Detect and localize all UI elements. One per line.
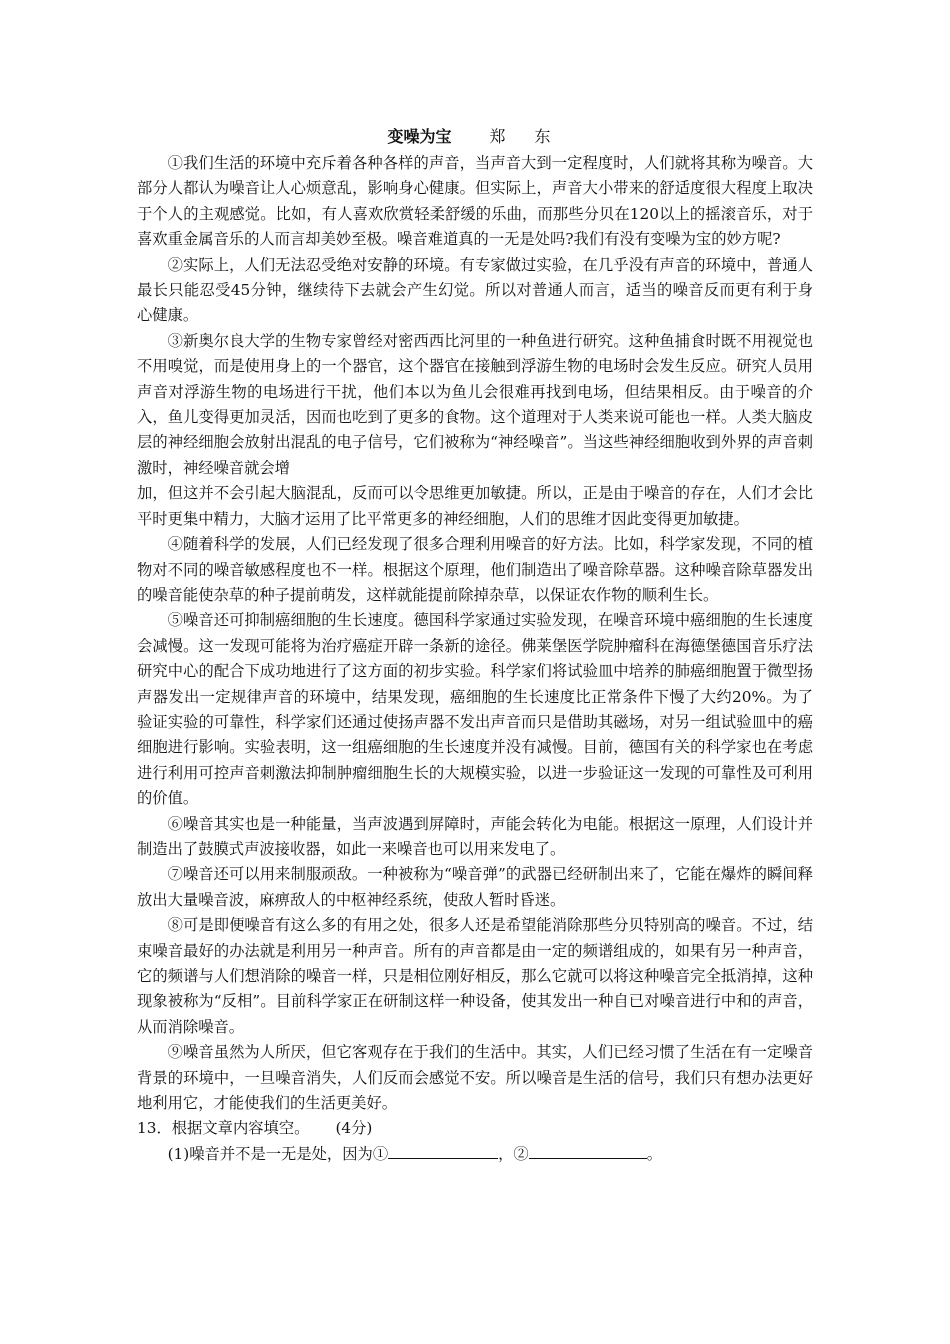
- question-13: [137, 1116, 813, 1141]
- paragraph-3: ③新奥尔良大学的生物专家曾经对密西西比河里的一种鱼进行研究。这种鱼捕食时既不用视觉也不用嗅觉，而是使用身上的一个器官，这个器官在接触到浮游生物的电场时会发生反应。研究人员用声音对浮游生物的电场进行干扰，他们本以为鱼儿会很难再找到电场，但结果相反。由于噪音的介入，鱼儿变得更加灵活，因而也吃到了更多的食物。这个道理对于人类来说可能也一样。人类大脑皮层的神经细胞会放射出混乱的电子信号，它们被称为“神经噪音”。当这些神经细胞收到外界的声音刺激时，神经噪音就会增: [137, 331, 813, 477]
- article-title: 变噪为宝: [387, 127, 452, 146]
- question-13-sub-1: [137, 1142, 813, 1167]
- paragraph-7: ⑦噪音还可以用来制服顽敌。一种被称为“噪音弹”的武器已经研制出来了，它能在爆炸的瞬间释放出大量噪音波，麻痹敌人的中枢神经系统，使敌人暂时昏迷。: [137, 865, 813, 909]
- paragraph-6: ⑥噪音其实也是一种能量，当声波遇到屏障时，声能会转化为电能。根据这一原理，人们设计并制造出了鼓膜式声波接收器，如此一来噪音也可以用来发电了。: [137, 814, 813, 858]
- paragraph-2: ②实际上，人们无法忍受绝对安静的环境。有专家做过实验，在几乎没有声音的环境中，普通人最长只能忍受45分钟，继续待下去就会产生幻觉。所以对普通人而言，适当的噪音反而更有利于身心健康。: [137, 255, 813, 325]
- paragraph-1: ①我们生活的环境中充斥着各种各样的声音，当声音大到一定程度时，人们就将其称为噪音。大部分人都认为噪音让人心烦意乱，影响身心健康。但实际上，声音大小带来的舒适度很大程度上取决于个人的主观感觉。比如，有人喜欢欣赏轻柔舒缓的乐曲，而那些分贝在120以上的摇滚音乐，对于喜欢重金属音乐的人而言却美妙至极。噪音难道真的一无是处吗?我们有没有变噪为宝的妙方呢?: [137, 154, 813, 249]
- answer-blank-2[interactable]: [529, 1142, 647, 1159]
- answer-blank-1[interactable]: [388, 1142, 498, 1159]
- document-page: [137, 125, 813, 1167]
- question-13-score: (4分): [335, 1119, 373, 1138]
- question-13-text: 13．根据文章内容填空。: [137, 1119, 310, 1138]
- paragraph-9: ⑨噪音虽然为人所厌，但它客观存在于我们的生活中。其实，人们已经习惯了生活在有一定噪音背景的环境中，一旦噪音消失，人们反而会感觉不安。所以噪音是生活的信号，我们只有想办法更好地利用它，才能使我们的生活更美好。: [137, 1043, 813, 1113]
- article-author: 郑 东: [489, 127, 563, 146]
- title-line: [137, 125, 813, 149]
- sub-1-mid: ，②: [498, 1144, 529, 1163]
- sub-1-end: 。: [646, 1144, 663, 1163]
- paragraph-8: ⑧可是即便噪音有这么多的有用之处，很多人还是希望能消除那些分贝特别高的噪音。不过，结束噪音最好的办法就是利用另一种声音。所有的声音都是由一定的频谱组成的，如果有另一种声音，它的频谱与人们想消除的噪音一样，只是相位刚好相反，那么它就可以将这种噪音完全抵消掉，这种现象被称为“反相”。目前科学家正在研制这样一种设备，使其发出一种自已对噪音进行中和的声音，从而消除噪音。: [137, 916, 813, 1036]
- sub-1-prefix: (1)噪音并不是一无是处，因为①: [167, 1144, 389, 1163]
- paragraph-3-continued: 加，但这并不会引起大脑混乱，反而可以令思维更加敏捷。所以，正是由于噪音的存在，人们才会比平时更集中精力，大脑才运用了比平常更多的神经细胞，人们的思维才因此变得更加敏捷。: [137, 484, 813, 528]
- paragraph-5: ⑤噪音还可抑制癌细胞的生长速度。德国科学家通过实验发现，在噪音环境中癌细胞的生长速度会减慢。这一发现可能将为治疗癌症开辟一条新的途径。佛莱堡医学院肿瘤科在海德堡德国音乐疗法研究中心的配合下成功地进行了这方面的初步实验。科学家们将试验皿中培养的肺癌细胞置于微型扬声器发出一定规律声音的环境中，结果发现，癌细胞的生长速度比正常条件下慢了大约20%。为了验证实验的可靠性，科学家们还通过使扬声器不发出声音而只是借助其磁场，对另一组试验皿中的癌细胞进行影响。实验表明，这一组癌细胞的生长速度并没有减慢。目前，德国有关的科学家也在考虑进行利用可控声音刺激法抑制肿瘤细胞生长的大规模实验，以进一步验证这一发现的可靠性及可利用的价值。: [137, 611, 813, 808]
- paragraph-4: ④随着科学的发展，人们已经发现了很多合理利用噪音的好方法。比如，科学家发现，不同的植物对不同的噪音敏感程度也不一样。根据这个原理，他们制造出了噪音除草器。这种噪音除草器发出的噪音能使杂草的种子提前萌发，这样就能提前除掉杂草，以保证农作物的顺利生长。: [137, 535, 813, 604]
